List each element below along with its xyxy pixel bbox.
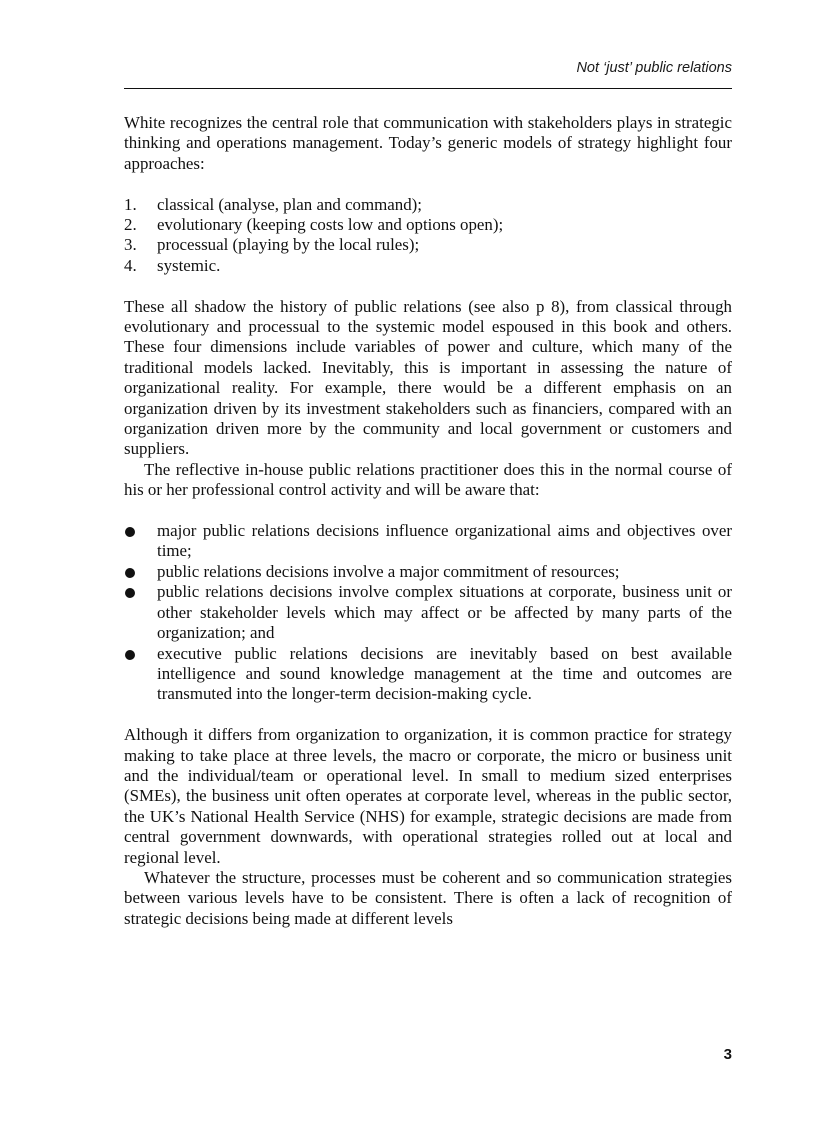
list-item-text: classical (analyse, plan and command);	[157, 194, 422, 214]
list-number: 2.	[124, 215, 137, 235]
paragraph-practitioner: The reflective in-house public relations practitioner does this in the normal course of his or her professional control activity and will be aware that:	[124, 459, 732, 500]
body-text	[124, 113, 732, 929]
list-item-text: evolutionary (keeping costs low and options open);	[157, 215, 504, 235]
awareness-bullet-list	[124, 521, 732, 705]
paragraph-intro: White recognizes the central role that communication with stakeholders plays in strategic thinking and operations management. Today’s generic models of strategy highlight four approaches:	[124, 113, 732, 173]
list-item-text: processual (playing by the local rules);	[157, 235, 420, 255]
list-item	[124, 235, 732, 255]
list-number: 3.	[124, 235, 137, 255]
running-head: Not ‘just’ public relations	[576, 60, 732, 76]
bullet-item	[124, 644, 732, 705]
bullet-item	[124, 582, 732, 643]
list-item-text: systemic.	[157, 255, 221, 275]
list-number: 4.	[124, 255, 137, 275]
list-item	[124, 195, 732, 215]
header-rule	[124, 88, 732, 89]
bullet-icon	[125, 568, 135, 578]
bullet-item	[124, 521, 732, 562]
list-item	[124, 256, 732, 276]
paragraph-history: These all shadow the history of public relations (see also p 8), from classical through evolutionary and processual to the systemic model espoused in this book and others. These four dimensions include variables of power and culture, which many of the traditional models lacked. Inevitably, this is important in assessing the nature of organizational reality. For example, there would be a different emphasis on an organization driven by its investment stakeholders such as financiers, compared with an organization driven more by the community and local government or customers and suppliers.	[124, 296, 732, 459]
list-item	[124, 215, 732, 235]
bullet-icon	[125, 527, 135, 537]
page-number: 3	[723, 1046, 732, 1063]
paragraph-structure: Whatever the structure, processes must be coherent and so communication strategies between various levels have to be consistent. There is often a lack of recognition of strategic decisions being made at different levels	[124, 867, 732, 928]
bullet-text: public relations decisions involve a major commitment of resources;	[157, 561, 620, 581]
strategy-approaches-list	[124, 195, 732, 277]
bullet-text: major public relations decisions influence organizational aims and objectives over time;	[157, 521, 732, 561]
bullet-icon	[125, 650, 135, 660]
bullet-item	[124, 562, 732, 582]
bullet-text: public relations decisions involve complex situations at corporate, business unit or other stakeholder levels which may affect or be affected by many parts of the organization; and	[157, 582, 732, 643]
paragraph-levels: Although it differs from organization to organization, it is common practice for strategy making to take place at three levels, the macro or corporate, the micro or business unit and the individual/team or operational level. In small to medium sized enterprises (SMEs), the business unit often operates at corporate level, whereas in the public sector, the UK’s National Health Service (NHS) for example, strategic decisions are made from central government downwards, with operational strategies rolled out at local and regional level.	[124, 725, 732, 867]
book-page	[124, 0, 732, 1123]
bullet-icon	[125, 588, 135, 598]
list-number: 1.	[124, 194, 137, 214]
bullet-text: executive public relations decisions are inevitably based on best available intelligence and sound knowledge management at the time and outcomes are transmuted into the longer-term decision-making cycle.	[157, 643, 732, 704]
